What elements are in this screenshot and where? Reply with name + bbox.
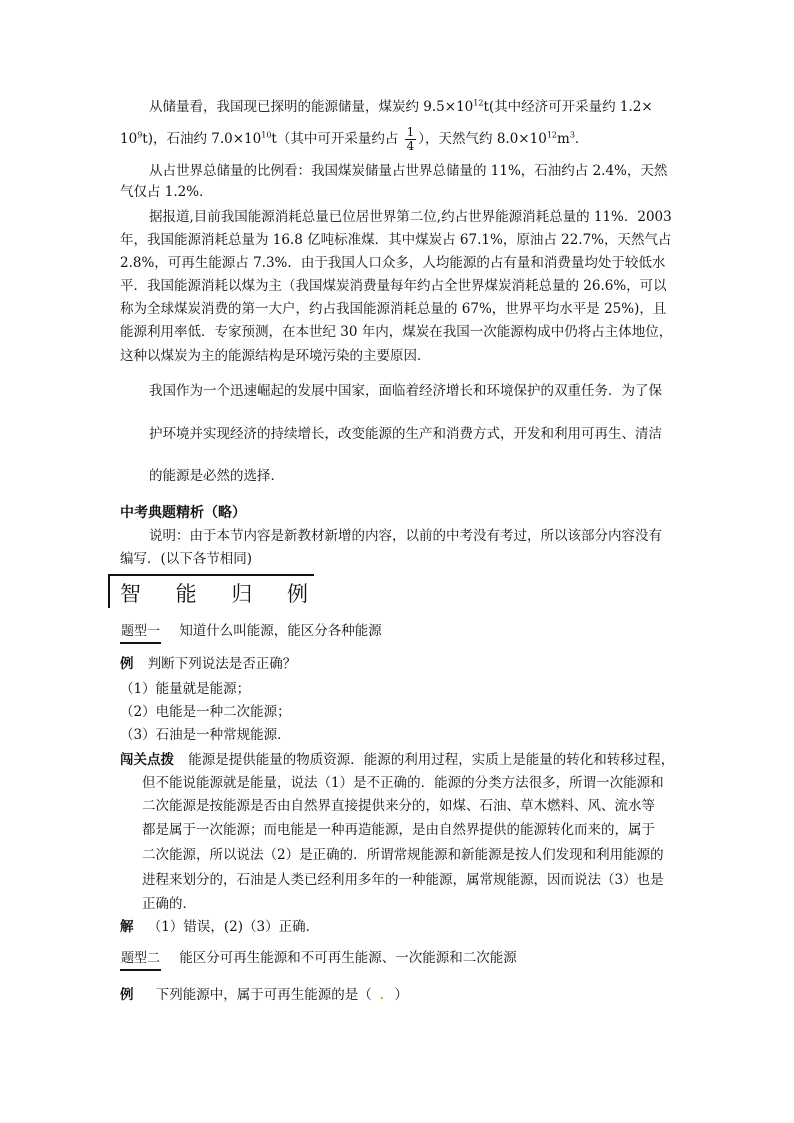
fraction-numerator: 1 (406, 125, 415, 139)
paragraph-report-line2: 年，我国能源消耗总量为 16.8 亿吨标准煤．其中煤炭占 67.1%，原油占 22.7%，天然气占 (120, 232, 672, 248)
hint-line7: 正确的． (142, 896, 196, 912)
example-label: 例 (120, 656, 134, 672)
paragraph-report-line6: 能源利用率低．专家预测，在本世纪 30 年内，煤炭在我国一次能源构成中仍将占主体地位， (120, 324, 673, 340)
fraction (405, 126, 417, 153)
superscript: 10 (261, 130, 272, 140)
text: ），天然气约 8.0×10 (418, 131, 547, 147)
exam-note-line2: 编写．(以下各节相同) (120, 551, 253, 567)
solution (120, 917, 319, 937)
paragraph-reserves-line1 (149, 97, 653, 117)
superscript: 12 (546, 130, 557, 140)
solution-text: （1）错误，(2)（3）正确． (147, 919, 320, 935)
option-1: （1）能量就是能源； (120, 681, 251, 697)
hint-line6: 进程来划分的，石油是人类已经利用多年的一种能源，属常规能源，因而说法（3）也是 (142, 872, 664, 888)
paragraph-task-line3: 的能源是必然的选择． (149, 468, 284, 484)
paragraph-report-line4: 平．我国能源消耗以煤为主（我国煤炭消费量每年约占全世界煤炭消耗总量的 26.6%，可以 (120, 278, 667, 294)
hint-line1 (120, 750, 674, 770)
text: 10 (120, 131, 138, 147)
topic1-header (120, 621, 382, 644)
paragraph-ratio-line1: 从占世界总储量的比例看：我国煤炭储量占世界总储量的 11%，石油约占 2.4%，天然 (149, 163, 668, 179)
example-question: 下列能源中，属于可再生能源的是（ (155, 987, 372, 1003)
text: t（其中可开采量约占 (271, 131, 399, 147)
superscript: 9 (137, 130, 143, 140)
hint-label: 闯关点拨 (120, 752, 174, 768)
superscript: 12 (473, 98, 484, 108)
paragraph-task-line2: 护环境并实现经济的持续增长，改变能源的生产和消费方式，开发和利用可再生、清洁 (149, 426, 662, 442)
paragraph-report-line7: 这种以煤炭为主的能源结构是环境污染的主要原因． (120, 348, 431, 364)
topic1-title: 知道什么叫能源，能区分各种能源 (179, 623, 382, 639)
solution-label: 解 (120, 919, 134, 935)
topic1-example (120, 654, 296, 674)
paragraph-ratio-line2: 气仅占 1.2%． (120, 184, 213, 200)
hint-text: 能源是提供能量的物质资源．能源的利用过程，实质上是能量的转化和转移过程， (188, 752, 675, 768)
option-2: （2）电能是一种二次能源； (120, 704, 291, 720)
paragraph-report-line5: 称为全球煤炭消费的第一大户，约占我国能源消耗总量的 67%，世界平均水平是 25%)，且 (120, 301, 667, 317)
example-label: 例 (120, 987, 134, 1003)
exam-note-line1: 说明：由于本节内容是新教材新增的内容，以前的中考没有考过，所以该部分内容没有 (149, 528, 662, 544)
hint-line3: 二次能源是按能源是否由自然界直接提供来分的，如煤、石油、草木燃料、风、流水等 (142, 798, 655, 814)
topic2-title: 能区分可再生能源和不可再生能源、一次能源和二次能源 (179, 950, 517, 966)
topic1-tag: 题型一 (120, 622, 161, 644)
topic2-example (120, 985, 408, 1005)
superscript: 3 (569, 130, 575, 140)
text: ． (574, 131, 589, 147)
hint-line4: 都是属于一次能源；而电能是一种再造能源，是由自然界提供的能源转化而来的，属于 (142, 822, 655, 838)
paragraph-report-line3: 2.8%，可再生能源占 7.3%．由于我国人口众多，人均能源的占有量和消费量均处于较低水 (120, 255, 666, 271)
text: t)，石油约 7.0×10 (142, 131, 262, 147)
topic2-header (120, 948, 517, 971)
fraction-denominator: 4 (406, 139, 415, 153)
text: t(其中经济可开采量约 1.2× (483, 99, 653, 115)
option-3: （3）石油是一种常规能源． (120, 727, 291, 743)
answer-blank: ． (379, 987, 387, 1003)
paragraph-report-line1: 据报道,目前我国能源消耗总量已位居世界第二位,约占世界能源消耗总量的 11%．2003 (149, 209, 672, 225)
section-heading: 智 能 归 例 (120, 582, 323, 606)
topic2-tag: 题型二 (120, 949, 161, 971)
text: 从储量看，我国现已探明的能源储量，煤炭约 9.5×10 (149, 99, 474, 115)
exam-section-title: 中考典题精析（略） (120, 505, 246, 521)
paragraph-reserves-line2 (120, 126, 588, 153)
text: ） (394, 987, 409, 1003)
hint-line2: 但不能说能源就是能量，说法（1）是不正确的．能源的分类方法很多，所谓一次能源和 (142, 775, 664, 791)
paragraph-task-line1: 我国作为一个迅速崛起的发展中国家，面临着经济增长和环境保护的双重任务．为了保 (149, 383, 662, 399)
text: m (557, 131, 570, 147)
hint-line5: 二次能源，所以说法（2）是正确的．所谓常规能源和新能源是按人们发现和利用能源的 (142, 847, 664, 863)
example-question: 判断下列说法是否正确？ (147, 656, 297, 672)
